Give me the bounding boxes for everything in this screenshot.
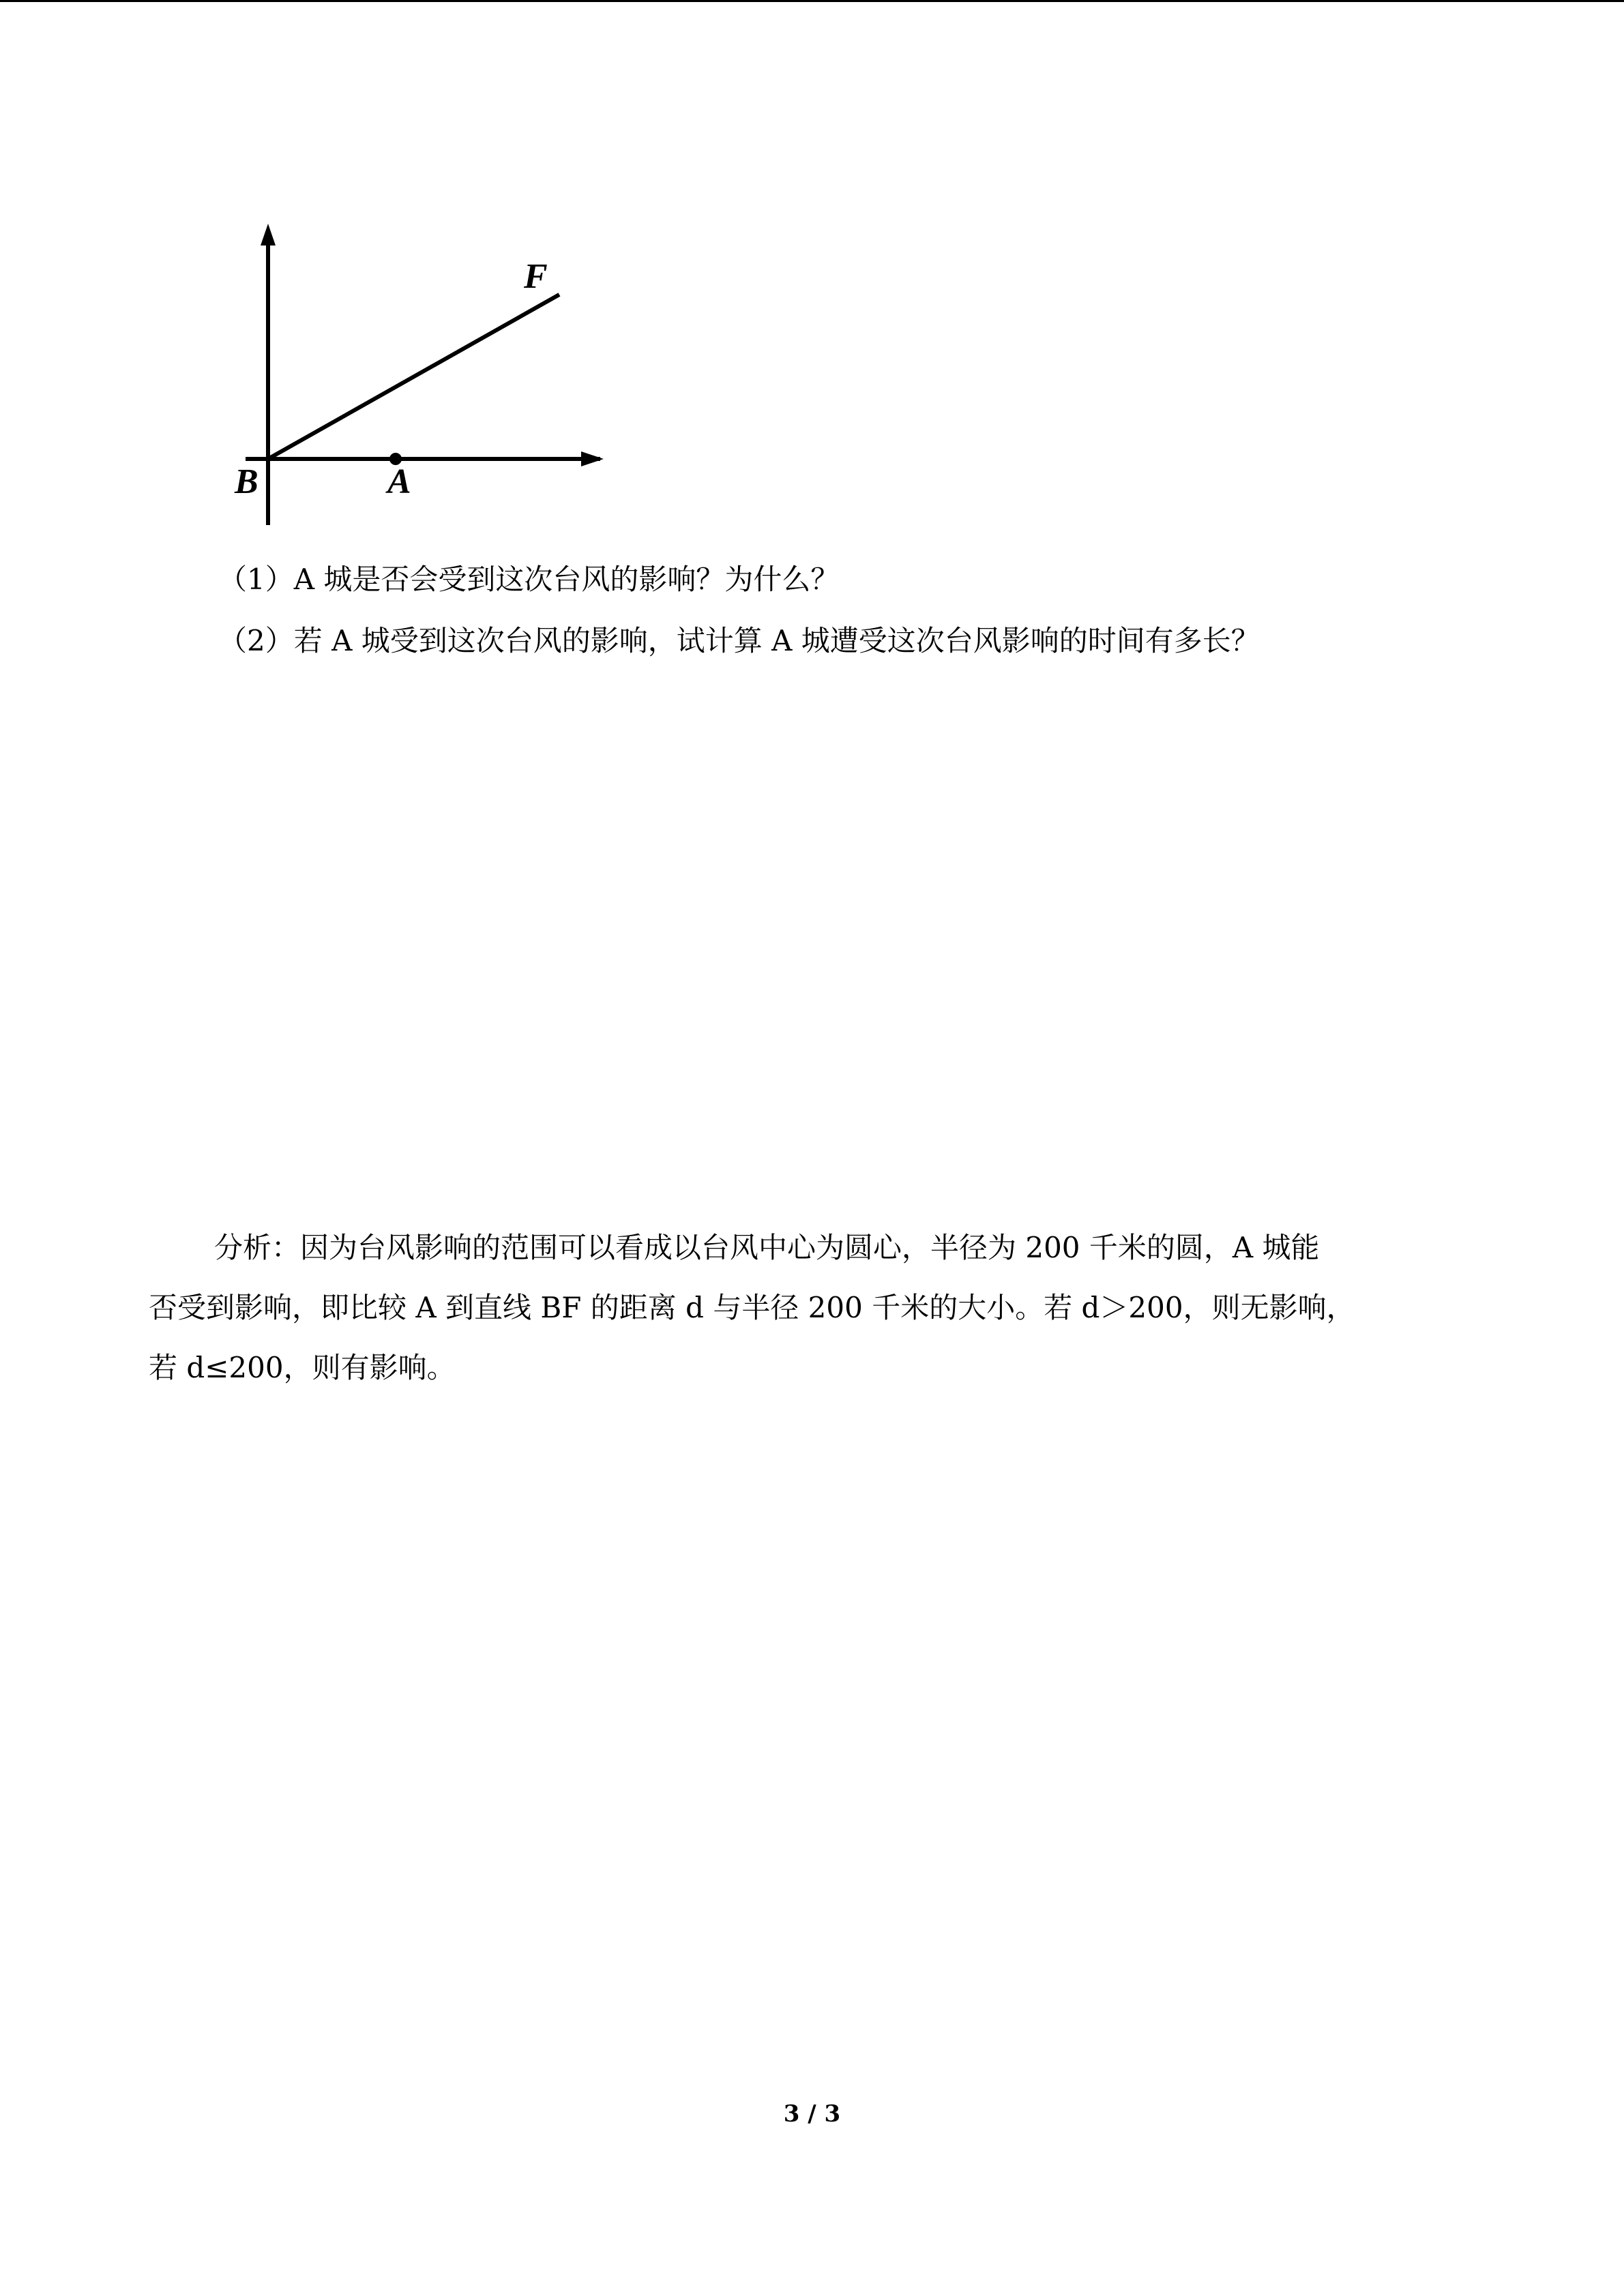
top-border [0, 0, 1624, 2]
label-f: F [524, 257, 548, 296]
ray-bf [268, 295, 559, 459]
question-2: （2）若 A 城受到这次台风的影响，试计算 A 城遭受这次台风影响的时间有多长？ [218, 624, 1260, 657]
question-1: （1）A 城是否会受到这次台风的影响？为什么？ [218, 563, 840, 596]
page-number: 3 / 3 [783, 2100, 841, 2128]
horizontal-axis-arrowhead [581, 451, 604, 466]
analysis-line: 若 d≤200，则有影响。 [149, 1351, 456, 1384]
label-a: A [387, 462, 411, 501]
geometry-figure [225, 218, 621, 532]
vertical-axis-arrowhead [261, 224, 276, 245]
analysis-line: 分析：因为台风影响的范围可以看成以台风中心为圆心，半径为 200 千米的圆，A 城能 [214, 1231, 1320, 1264]
label-b: B [235, 462, 259, 501]
analysis-line: 否受到影响，即比较 A 到直线 BF 的距离 d 与半径 200 千米的大小。若 d＞200，则无影响， [149, 1291, 1355, 1324]
analysis-paragraph [149, 1218, 1465, 1398]
